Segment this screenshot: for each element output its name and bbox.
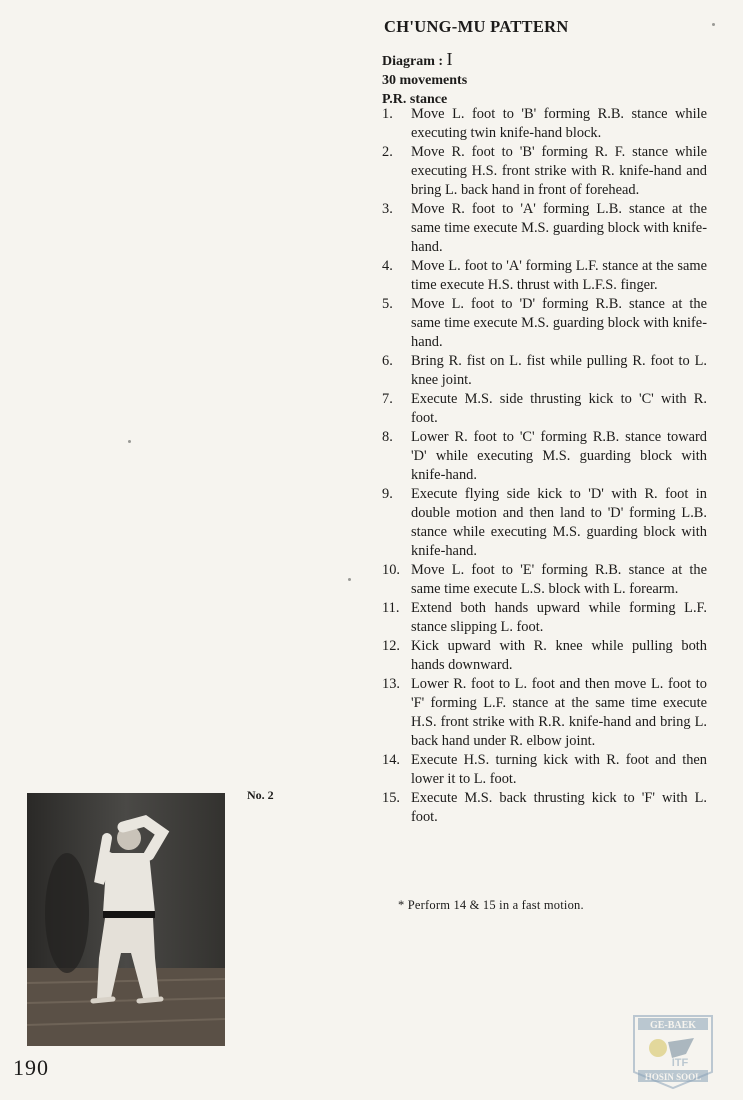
movement-number: 8. (382, 429, 393, 445)
ready-stance: P.R. stance (382, 92, 448, 107)
movement-item (382, 105, 707, 143)
page-title: CH'UNG-MU PATTERN (384, 17, 569, 36)
movement-number: 7. (382, 391, 393, 407)
movement-item (382, 751, 707, 789)
movement-number: 10. (382, 562, 400, 578)
movement-item (382, 200, 707, 257)
movement-item (382, 143, 707, 200)
movement-list (382, 105, 707, 827)
movement-item (382, 599, 707, 637)
page-number: 190 (13, 1055, 49, 1080)
movement-number: 11. (382, 600, 400, 616)
print-speck (712, 23, 715, 26)
movement-number: 14. (382, 752, 400, 768)
print-speck (348, 578, 351, 581)
movement-text: Move R. foot to 'B' forming R. F. stance while executing H.S. front strike with R. knife-hand and bring L. back hand in front of forehead. (411, 144, 707, 198)
movement-text: Lower R. foot to 'C' forming R.B. stance toward 'D' while executing M.S. guarding block with knife-hand. (411, 429, 707, 483)
movement-text: Execute M.S. side thrusting kick to 'C' with R. foot. (411, 391, 707, 426)
movement-text: Move L. foot to 'D' forming R.B. stance at the same time execute M.S. guarding block with knife-hand. (411, 296, 707, 350)
ge-baek-logo (624, 1008, 722, 1092)
svg-text:GE-BAEK: GE-BAEK (649, 1020, 697, 1031)
movement-item (382, 257, 707, 295)
movement-number: 5. (382, 296, 393, 312)
svg-text:ITF: ITF (671, 1057, 689, 1069)
photo-label: No. 2 (247, 788, 274, 802)
svg-text:HOSIN SOOL: HOSIN SOOL (644, 1072, 702, 1082)
movement-item (382, 352, 707, 390)
footnote: * Perform 14 & 15 in a fast motion. (398, 898, 584, 912)
diagram-symbol: I (446, 49, 453, 69)
movement-text: Move R. foot to 'A' forming L.B. stance at the same time execute M.S. guarding block with knife-hand. (411, 201, 707, 255)
pattern-meta (382, 50, 467, 109)
print-speck (128, 440, 131, 443)
movement-item (382, 295, 707, 352)
movement-text: Move L. foot to 'A' forming L.F. stance at the same time execute H.S. thrust with L.F.S. finger. (411, 258, 707, 293)
movement-text: Execute M.S. back thrusting kick to 'F' with L. foot. (411, 790, 707, 825)
movement-number: 3. (382, 201, 393, 217)
movement-item (382, 390, 707, 428)
movement-text: Kick upward with R. knee while pulling both hands downward. (411, 638, 707, 673)
movement-number: 1. (382, 106, 393, 122)
movement-item (382, 561, 707, 599)
movement-number: 9. (382, 486, 393, 502)
movement-item (382, 637, 707, 675)
movement-text: Execute flying side kick to 'D' with R. foot in double motion and then land to 'D' forming L.B. stance while executing M.S. guarding block with knife-hand. (411, 486, 707, 559)
movement-number: 4. (382, 258, 393, 274)
movement-text: Extend both hands upward while forming L.F. stance slipping L. foot. (411, 600, 707, 635)
movement-text: Move L. foot to 'E' forming R.B. stance at the same time execute L.S. block with L. forearm. (411, 562, 707, 597)
movement-number: 13. (382, 676, 400, 692)
movement-text: Execute H.S. turning kick with R. foot and then lower it to L. foot. (411, 752, 707, 787)
movement-number: 12. (382, 638, 400, 654)
movement-item (382, 789, 707, 827)
movement-text: Move L. foot to 'B' forming R.B. stance while executing twin knife-hand block. (411, 106, 707, 141)
movement-item (382, 428, 707, 485)
photo-figure (27, 793, 225, 1046)
movement-number: 2. (382, 144, 393, 160)
movement-item (382, 485, 707, 561)
movement-item (382, 675, 707, 751)
movement-count: 30 movements (382, 73, 468, 88)
movement-text: Lower R. foot to L. foot and then move L. foot to 'F' forming L.F. stance at the same time execute H.S. front strike with R.R. knife-hand and bring L. back hand under R. elbow joint. (411, 676, 707, 749)
diagram-line (382, 50, 467, 71)
movement-number: 6. (382, 353, 393, 369)
movement-text: Bring R. fist on L. fist while pulling R. foot to L. knee joint. (411, 353, 707, 388)
movement-number: 15. (382, 790, 400, 806)
pattern-photo (27, 793, 225, 1046)
diagram-label: Diagram : (382, 54, 444, 69)
logo-emblem-icon (624, 1008, 722, 1092)
